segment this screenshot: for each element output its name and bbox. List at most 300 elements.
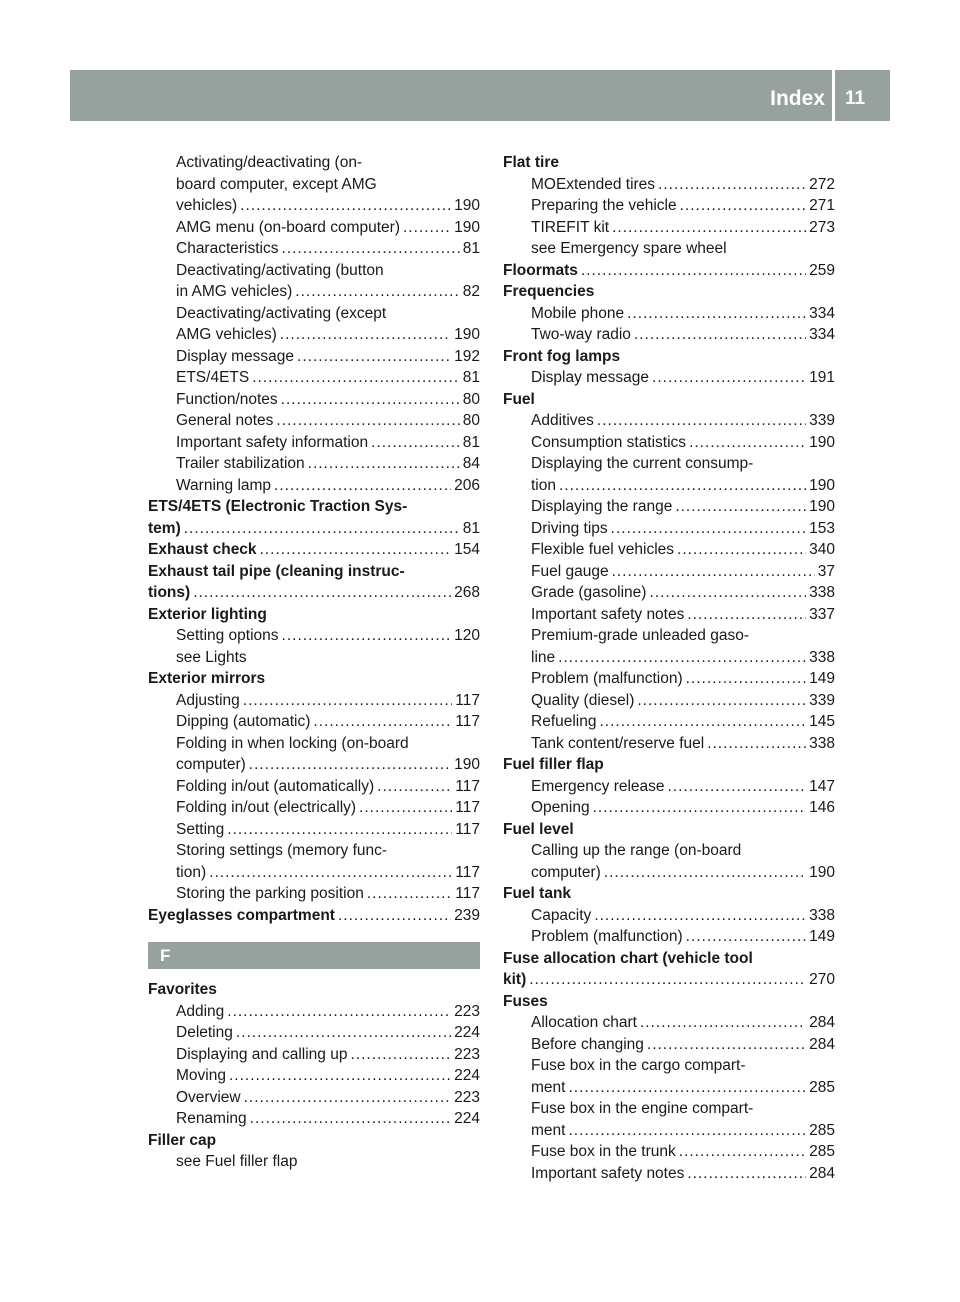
index-column-right (503, 152, 835, 1184)
index-entry[interactable] (503, 668, 835, 690)
index-heading[interactable] (148, 582, 480, 604)
dot-leader (668, 776, 807, 798)
index-entry[interactable] (503, 174, 835, 196)
dot-leader (297, 346, 451, 368)
entry-text: Fuel (503, 390, 535, 408)
entry-text: Fuses (503, 992, 548, 1010)
index-entry[interactable] (148, 1065, 480, 1087)
entry-text: Activating/deactivating (on- (176, 154, 363, 171)
page-number: 11 (845, 88, 866, 109)
index-entry[interactable] (148, 389, 480, 411)
entry-text: Emergency release (531, 777, 665, 795)
index-heading (503, 281, 835, 303)
page-reference[interactable]: 81 (462, 369, 480, 386)
dot-leader (377, 776, 452, 798)
index-heading[interactable] (148, 905, 480, 927)
entry-text: in AMG vehicles) (176, 283, 293, 300)
dot-leader (274, 475, 451, 497)
index-entry[interactable] (148, 690, 480, 712)
page-reference[interactable]: 81 (462, 240, 480, 257)
entry-text: Eyeglasses compartment (148, 906, 335, 924)
index-heading (148, 1130, 480, 1152)
page-reference[interactable]: 273 (809, 218, 835, 236)
page-reference[interactable]: 339 (809, 691, 835, 709)
dot-leader (647, 1034, 806, 1056)
entry-text: Calling up the range (on-board (531, 842, 742, 859)
entry-text: Additives (531, 412, 594, 429)
dot-leader (350, 1044, 451, 1066)
dot-leader (640, 1012, 806, 1034)
entry-text: Preparing the vehicle (531, 197, 677, 214)
page-reference[interactable]: 206 (454, 476, 480, 494)
entry-text: Display message (531, 369, 650, 386)
index-entry[interactable] (503, 410, 835, 432)
dot-leader (280, 324, 451, 346)
index-heading (503, 346, 835, 368)
page-reference[interactable]: 285 (809, 1121, 835, 1139)
index-heading[interactable] (503, 260, 835, 282)
dot-leader (675, 496, 806, 518)
page-reference[interactable]: 147 (809, 777, 835, 795)
page-reference[interactable]: 153 (809, 519, 835, 537)
page-reference[interactable]: 272 (809, 175, 835, 193)
dot-leader (282, 238, 460, 260)
page-reference[interactable]: 190 (809, 863, 835, 881)
entry-text: Consumption statistics (531, 433, 687, 451)
index-heading (503, 819, 835, 841)
index-entry[interactable] (148, 883, 480, 905)
entry-text: TIREFIT kit (531, 218, 610, 236)
entry-text: Opening (531, 799, 590, 816)
index-entry[interactable] (503, 690, 835, 712)
dot-leader (612, 217, 806, 239)
index-entry (148, 174, 480, 196)
index-entry[interactable] (148, 1087, 480, 1109)
index-heading (503, 991, 835, 1013)
index-entry[interactable] (148, 776, 480, 798)
dot-leader (707, 733, 806, 755)
index-entry[interactable] (148, 797, 480, 819)
index-entry (148, 733, 480, 755)
index-entry[interactable] (148, 1001, 480, 1023)
entry-text: Exhaust check (148, 541, 257, 558)
page-reference[interactable]: 145 (809, 713, 835, 730)
dot-leader (649, 582, 806, 604)
page-reference[interactable]: 239 (454, 906, 480, 924)
index-heading[interactable] (148, 539, 480, 561)
entry-text: Fuel level (503, 820, 574, 838)
index-entry[interactable] (503, 1034, 835, 1056)
entry-text: Before changing (531, 1035, 644, 1053)
dot-leader (244, 1087, 452, 1109)
entry-text: board computer, except AMG (176, 175, 377, 193)
page-reference[interactable]: 120 (454, 627, 480, 644)
entry-text: Setting options (176, 627, 279, 644)
page-reference[interactable]: 117 (455, 691, 480, 709)
page-reference[interactable]: 117 (455, 799, 480, 816)
dot-leader (338, 905, 451, 927)
dot-leader (243, 690, 453, 712)
page-reference[interactable]: 190 (454, 326, 480, 343)
entry-text: Fuel filler flap (503, 756, 604, 773)
page-reference[interactable]: 81 (462, 519, 480, 537)
page-reference[interactable]: 338 (809, 648, 835, 666)
entry-text: Fuel tank (503, 885, 572, 902)
page-reference[interactable]: 270 (809, 971, 835, 988)
dot-leader (627, 303, 806, 325)
entry-text: kit) (503, 971, 527, 988)
page-reference[interactable]: 334 (809, 326, 835, 343)
page-reference[interactable]: 337 (809, 605, 835, 623)
dot-leader (687, 604, 806, 626)
dot-leader (282, 625, 452, 647)
page-reference[interactable]: 334 (809, 304, 835, 322)
section-letter-header: F (148, 942, 480, 969)
entry-text: line (531, 648, 556, 666)
page-reference[interactable]: 340 (809, 541, 835, 558)
index-entry[interactable] (503, 195, 835, 217)
page-reference[interactable]: 117 (455, 863, 480, 881)
dot-leader (371, 432, 460, 454)
entry-text: Displaying the range (531, 498, 673, 515)
dot-leader (281, 389, 460, 411)
index-column-left (148, 152, 480, 1173)
index-entry[interactable] (503, 367, 835, 389)
page-reference[interactable]: 190 (454, 756, 480, 773)
dot-leader (236, 1022, 451, 1044)
index-entry[interactable] (503, 711, 835, 733)
dot-leader (308, 453, 460, 475)
page-reference[interactable]: 338 (809, 584, 835, 601)
entry-text: vehicles) (176, 197, 238, 214)
entry-text: Display message (176, 347, 295, 365)
page-reference[interactable]: 285 (809, 1143, 835, 1160)
dot-leader (612, 561, 815, 583)
page-title: Index (770, 87, 825, 110)
page-reference[interactable]: 224 (454, 1024, 480, 1041)
index-entry (148, 840, 480, 862)
index-entry[interactable] (148, 1108, 480, 1130)
page-reference[interactable]: 284 (809, 1014, 835, 1031)
entry-text: Renaming (176, 1110, 247, 1127)
dot-leader (227, 819, 452, 841)
index-entry[interactable] (148, 217, 480, 239)
entry-text: Overview (176, 1088, 241, 1106)
page-reference[interactable]: 223 (454, 1045, 480, 1063)
index-heading[interactable] (503, 969, 835, 991)
index-entry[interactable] (148, 711, 480, 733)
entry-text: Displaying the current consump- (531, 455, 754, 472)
dot-leader (679, 1141, 806, 1163)
dot-leader (594, 905, 806, 927)
index-entry[interactable] (503, 604, 835, 626)
dot-leader (604, 862, 806, 884)
dot-leader (677, 539, 806, 561)
dot-leader (250, 1108, 451, 1130)
entry-text: AMG vehicles) (176, 326, 277, 343)
entry-text: tions) (148, 584, 191, 601)
entry-text: Problem (malfunction) (531, 928, 683, 945)
index-entry[interactable] (148, 1044, 480, 1066)
entry-text: Driving tips (531, 519, 608, 537)
entry-text: Important safety notes (531, 605, 685, 623)
dot-leader (634, 324, 806, 346)
index-heading[interactable] (148, 518, 480, 540)
index-entry[interactable] (148, 625, 480, 647)
entry-text: Displaying and calling up (176, 1045, 348, 1063)
entry-text: Deleting (176, 1024, 233, 1041)
entry-text: tem) (148, 519, 181, 537)
dot-leader (686, 926, 807, 948)
entry-text: ETS/4ETS (Electronic Traction Sys- (148, 498, 408, 515)
index-entry[interactable] (503, 926, 835, 948)
dot-leader (184, 518, 460, 540)
page-reference[interactable]: 192 (454, 347, 480, 365)
index-entry (148, 303, 480, 325)
dot-leader (611, 518, 806, 540)
index-entry[interactable] (503, 905, 835, 927)
entry-text: Folding in/out (electrically) (176, 799, 357, 816)
index-entry[interactable] (148, 862, 480, 884)
index-entry[interactable] (503, 797, 835, 819)
page-reference[interactable]: 149 (809, 928, 835, 945)
index-entry[interactable] (503, 1012, 835, 1034)
index-entry[interactable] (148, 281, 480, 303)
page-reference[interactable]: 82 (462, 283, 480, 300)
entry-text: ETS/4ETS (176, 369, 250, 386)
index-entry[interactable] (503, 518, 835, 540)
dot-leader (295, 281, 459, 303)
index-entry (503, 1055, 835, 1077)
entry-text: Trailer stabilization (176, 455, 305, 472)
entry-text: AMG menu (on-board computer) (176, 218, 400, 236)
entry-text: tion (531, 476, 556, 494)
page-reference[interactable]: 117 (455, 820, 480, 838)
entry-text: General notes (176, 412, 274, 429)
index-heading (148, 496, 480, 518)
page-reference[interactable]: 339 (809, 412, 835, 429)
index-entry (503, 453, 835, 475)
entry-text: Characteristics (176, 240, 279, 257)
entry-text: Capacity (531, 906, 592, 924)
page-reference[interactable]: 84 (462, 455, 480, 472)
page-reference[interactable]: 223 (454, 1088, 480, 1106)
entry-text: Fuse box in the engine compart- (531, 1100, 754, 1117)
page-reference[interactable]: 285 (809, 1078, 835, 1096)
entry-text: Setting (176, 820, 225, 838)
dot-leader (252, 367, 460, 389)
page-reference[interactable]: 259 (809, 261, 835, 279)
page-reference[interactable]: 37 (817, 562, 835, 580)
dot-leader (359, 797, 452, 819)
index-entry (503, 625, 835, 647)
entry-text: Flexible fuel vehicles (531, 541, 675, 558)
entry-text: ment (531, 1121, 566, 1139)
header-divider (832, 70, 835, 121)
page-reference[interactable]: 271 (809, 197, 835, 214)
entry-text: Floormats (503, 261, 578, 279)
index-entry[interactable] (148, 819, 480, 841)
entry-text: Adding (176, 1002, 225, 1020)
dot-leader (652, 367, 806, 389)
entry-text: Mobile phone (531, 304, 625, 322)
index-entry[interactable] (148, 410, 480, 432)
entry-text: Dipping (automatic) (176, 713, 311, 730)
index-entry[interactable] (148, 324, 480, 346)
dot-leader (193, 582, 451, 604)
index-entry[interactable] (148, 195, 480, 217)
index-entry[interactable] (503, 776, 835, 798)
index-entry[interactable] (503, 1077, 835, 1099)
entry-text: Fuel gauge (531, 562, 609, 580)
entry-text: Tank content/reserve fuel (531, 734, 705, 752)
page-reference[interactable]: 117 (455, 713, 480, 730)
dot-leader (227, 1001, 451, 1023)
entry-text: Folding in/out (automatically) (176, 777, 375, 795)
page-reference[interactable]: 284 (809, 1164, 835, 1182)
index-entry[interactable] (503, 303, 835, 325)
index-entry[interactable] (148, 238, 480, 260)
entry-text: Fuse box in the trunk (531, 1143, 676, 1160)
index-entry (503, 238, 835, 260)
page-reference[interactable]: 284 (809, 1035, 835, 1053)
page-reference[interactable]: 117 (455, 777, 480, 795)
index-entry[interactable] (503, 733, 835, 755)
page-reference[interactable]: 224 (454, 1067, 480, 1084)
entry-text: computer) (176, 756, 246, 773)
page-reference[interactable]: 190 (809, 498, 835, 515)
page-reference[interactable]: 80 (462, 412, 480, 429)
entry-text: Premium-grade unleaded gaso- (531, 627, 749, 644)
entry-text: Filler cap (148, 1131, 217, 1149)
page-reference[interactable]: 190 (454, 197, 480, 214)
dot-leader (249, 754, 451, 776)
index-entry (503, 840, 835, 862)
entry-text: Exterior mirrors (148, 670, 266, 687)
page-reference[interactable]: 81 (462, 433, 480, 451)
page-reference[interactable]: 117 (455, 885, 480, 902)
entry-text: Problem (malfunction) (531, 670, 683, 687)
index-entry[interactable] (503, 432, 835, 454)
index-heading (148, 561, 480, 583)
index-entry[interactable] (503, 539, 835, 561)
page-reference[interactable]: 149 (809, 670, 835, 687)
index-heading (148, 979, 480, 1001)
index-entry[interactable] (503, 496, 835, 518)
dot-leader (600, 711, 807, 733)
index-entry[interactable] (503, 475, 835, 497)
index-heading (503, 883, 835, 905)
entry-text: Refueling (531, 713, 597, 730)
entry-text: Function/notes (176, 390, 278, 408)
entry-text: Storing settings (memory func- (176, 842, 388, 859)
page-reference[interactable]: 338 (809, 734, 835, 752)
index-entry (148, 647, 480, 669)
index-entry[interactable] (503, 324, 835, 346)
entry-text: Fuse box in the cargo compart- (531, 1057, 746, 1074)
dot-leader (689, 432, 806, 454)
entry-text: Exhaust tail pipe (cleaning instruc- (148, 562, 405, 580)
entry-text: tion) (176, 863, 207, 881)
page-reference[interactable]: 154 (454, 541, 480, 558)
entry-text: Two-way radio (531, 326, 631, 343)
dot-leader (686, 668, 807, 690)
dot-leader (658, 174, 806, 196)
entry-text: Exterior lighting (148, 605, 267, 623)
index-entry[interactable] (503, 1141, 835, 1163)
page-reference[interactable]: 146 (809, 799, 835, 816)
dot-leader (581, 260, 806, 282)
page-reference[interactable]: 338 (809, 906, 835, 924)
dot-leader (597, 410, 806, 432)
entry-text: Favorites (148, 981, 217, 998)
index-entry[interactable] (503, 1163, 835, 1185)
index-entry[interactable] (503, 647, 835, 669)
index-entry[interactable] (503, 582, 835, 604)
index-entry[interactable] (148, 367, 480, 389)
index-heading (503, 152, 835, 174)
index-entry[interactable] (148, 346, 480, 368)
page-reference[interactable]: 191 (809, 369, 835, 386)
page-reference[interactable]: 190 (454, 218, 480, 236)
dot-leader (313, 711, 452, 733)
entry-text: ment (531, 1078, 566, 1096)
index-entry[interactable] (148, 475, 480, 497)
entry-text: Front fog lamps (503, 347, 621, 365)
entry-text: Grade (gasoline) (531, 584, 647, 601)
entry-text: Fuse allocation chart (vehicle tool (503, 949, 753, 967)
index-entry[interactable] (148, 754, 480, 776)
entry-text: see Fuel filler flap (176, 1153, 298, 1170)
page-reference[interactable]: 268 (454, 584, 480, 601)
index-entry[interactable] (148, 453, 480, 475)
entry-text: Quality (diesel) (531, 691, 635, 709)
index-entry[interactable] (503, 862, 835, 884)
index-heading (148, 604, 480, 626)
entry-text: Frequencies (503, 283, 595, 300)
entry-text: Flat tire (503, 154, 559, 171)
entry-text: Storing the parking position (176, 885, 364, 902)
dot-leader (209, 862, 452, 884)
entry-text: Important safety information (176, 433, 369, 451)
page-reference[interactable]: 190 (809, 476, 835, 494)
index-heading (148, 668, 480, 690)
dot-leader (559, 475, 806, 497)
page-reference[interactable]: 224 (454, 1110, 480, 1127)
index-entry[interactable] (503, 561, 835, 583)
dot-leader (568, 1120, 806, 1142)
index-entry[interactable] (503, 217, 835, 239)
index-entry[interactable] (148, 432, 480, 454)
entry-text: Adjusting (176, 691, 240, 709)
index-heading (503, 754, 835, 776)
dot-leader (680, 195, 807, 217)
entry-text: Moving (176, 1067, 226, 1084)
entry-text: Warning lamp (176, 476, 272, 494)
page-reference[interactable]: 223 (454, 1002, 480, 1020)
dot-leader (260, 539, 452, 561)
dot-leader (367, 883, 452, 905)
page-reference[interactable]: 190 (809, 433, 835, 451)
dot-leader (593, 797, 807, 819)
dot-leader (229, 1065, 451, 1087)
entry-text: Deactivating/activating (button (176, 261, 384, 279)
index-entry (503, 1098, 835, 1120)
index-entry[interactable] (503, 1120, 835, 1142)
entry-text: see Lights (176, 648, 247, 666)
index-entry[interactable] (148, 1022, 480, 1044)
page-reference[interactable]: 80 (462, 390, 480, 408)
